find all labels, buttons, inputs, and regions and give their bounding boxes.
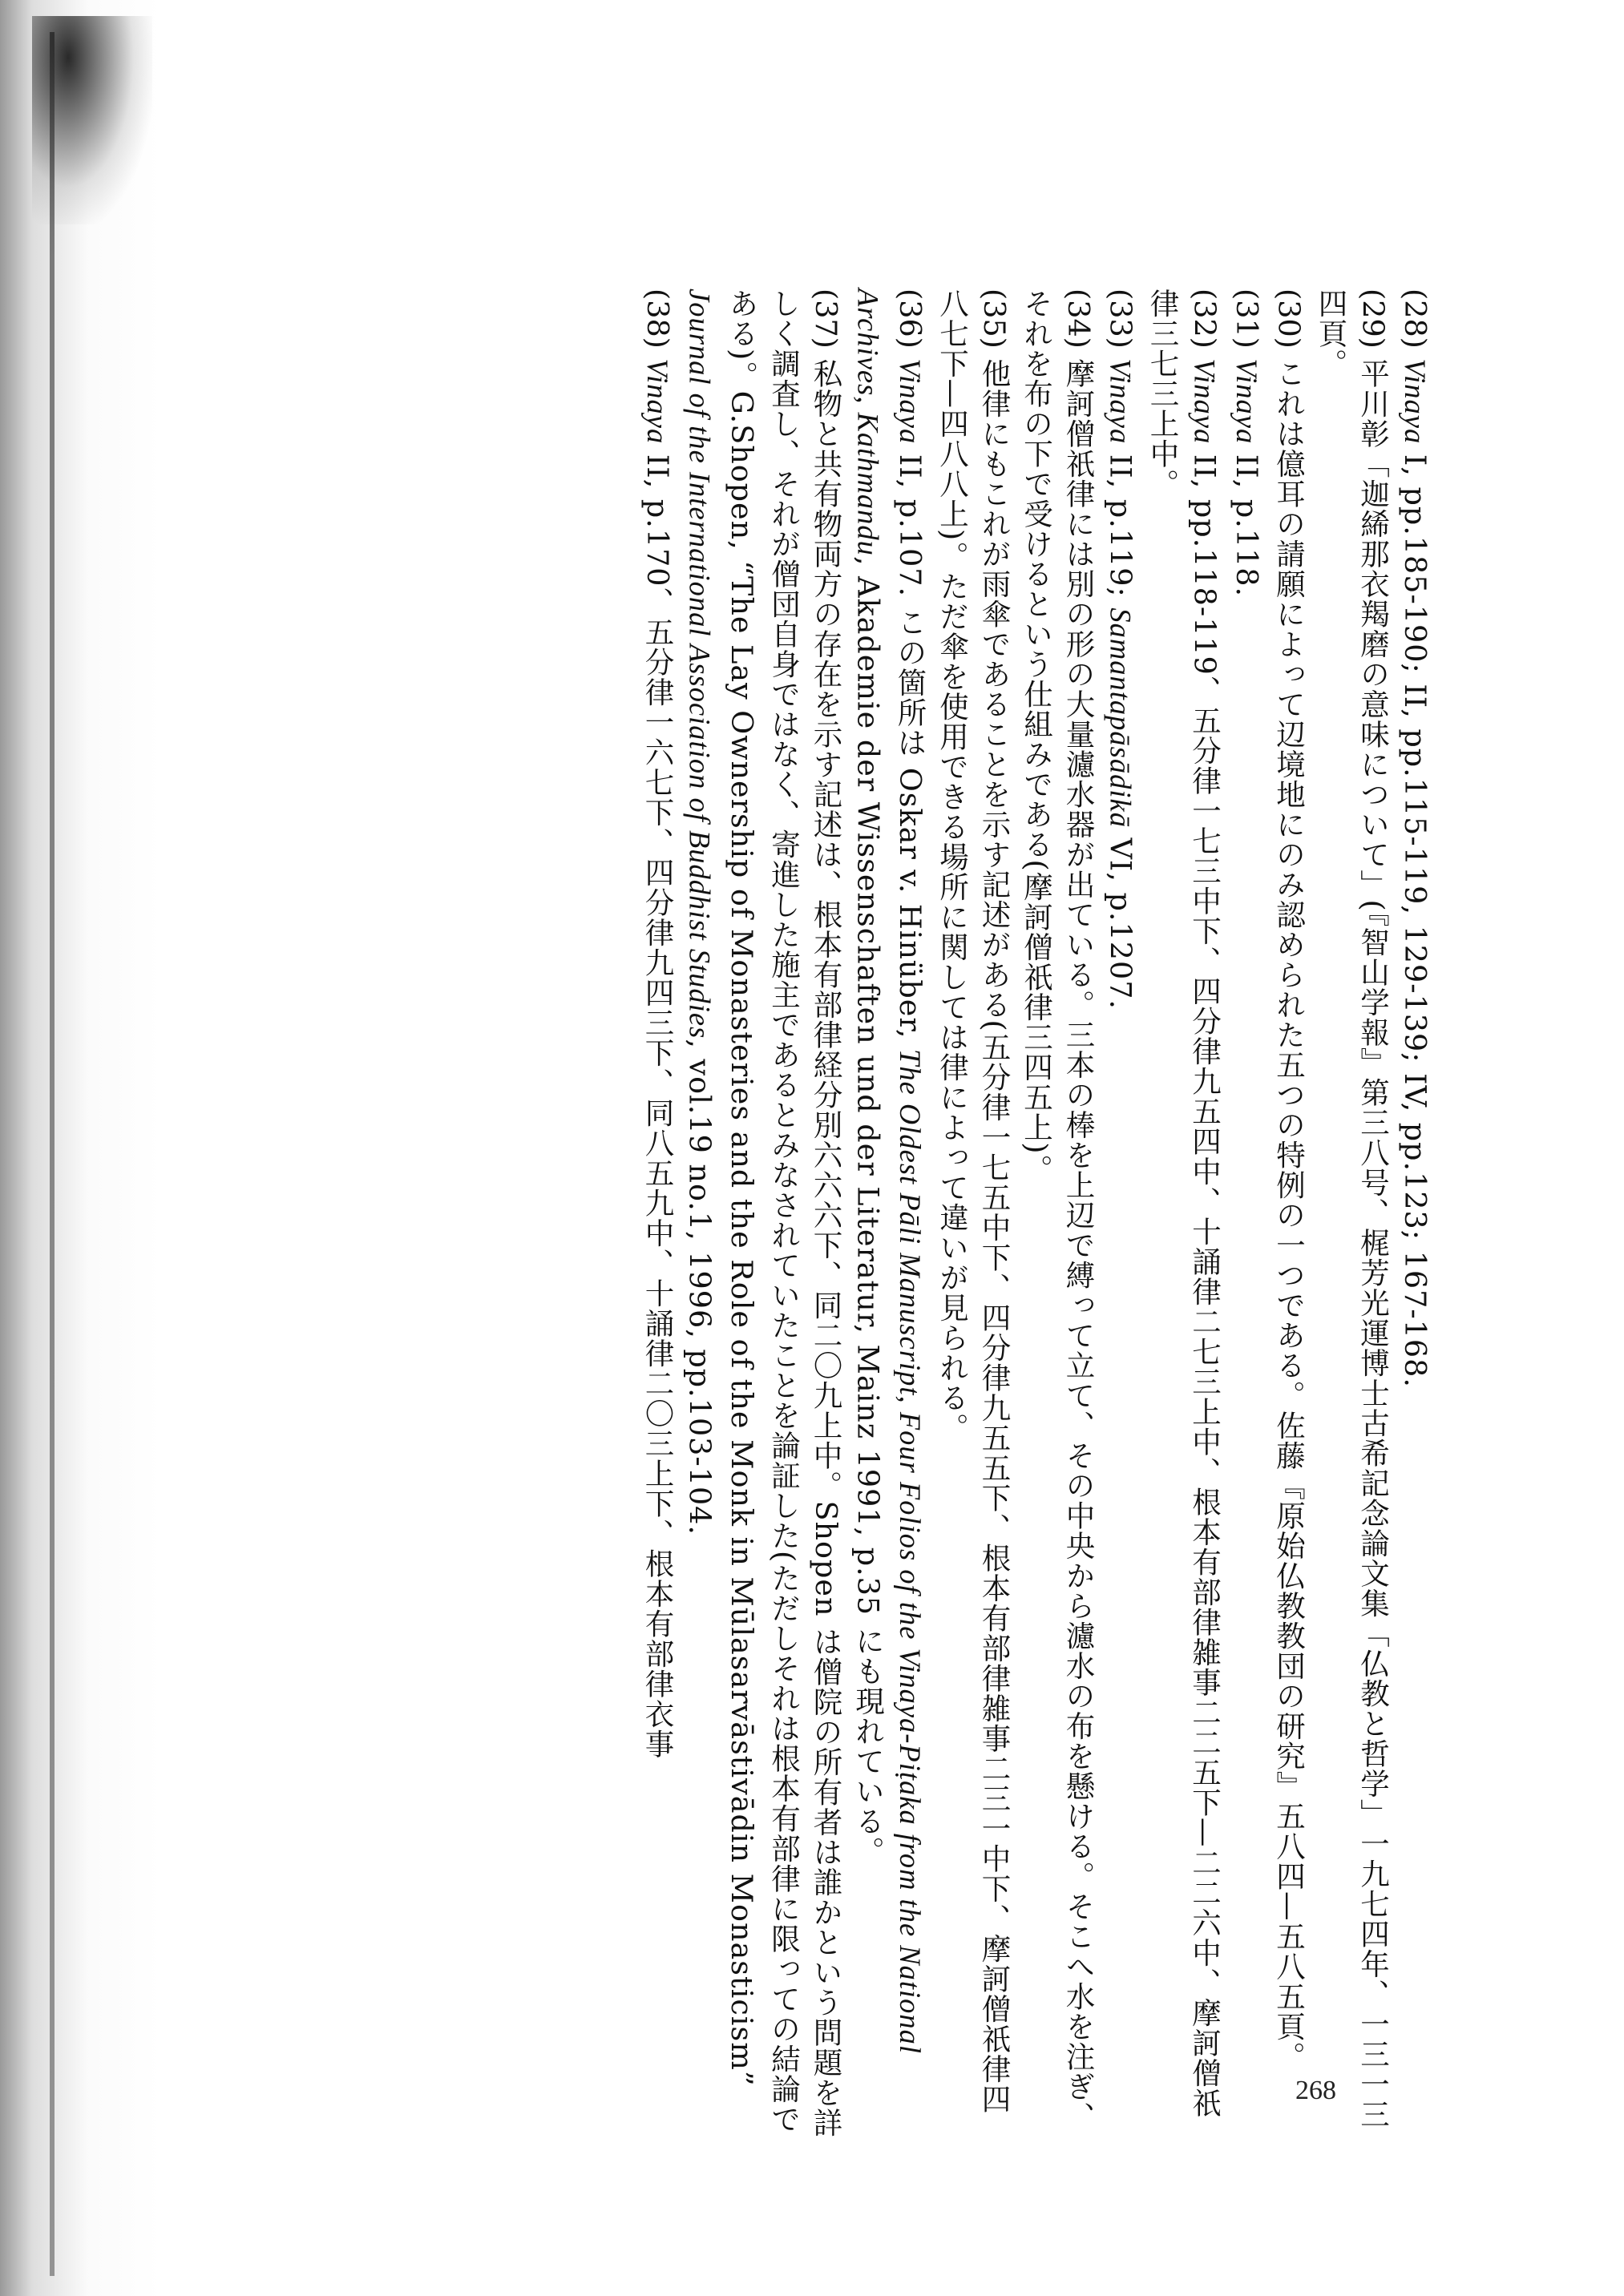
italic-title: Vinaya <box>1104 358 1137 445</box>
footnote <box>1267 289 1310 2140</box>
footnote-text: , vol.19 no.1, 1996, pp.103-104. <box>682 1039 717 1536</box>
footnote-text: これは億耳の請願によって辺境地にのみ認められた五つの特例の一つである。佐藤『原始仏教教団の研究』五八四—五八五頁。 <box>1271 348 1307 2072</box>
footnote-number: (36) <box>893 289 927 349</box>
footnote-text: 平川彰「迦絺那衣羯磨の意味について」(『智山学報』第三八号、梶芳光運博士古希記念論文集「仏教と哲学」一九七四年、一三一三四頁。 <box>1314 289 1391 2130</box>
scan-binding-line <box>50 32 55 2276</box>
footnote-text <box>1188 349 1222 359</box>
footnote <box>1141 289 1226 2140</box>
footnote-number: (34) <box>1061 289 1096 349</box>
footnote-text: VI, p.1207. <box>1103 827 1138 1011</box>
footnote-text: , Akademie der Wissenschaften und der Literatur, Mainz 1991, p.35 にも現れている。 <box>850 555 886 1866</box>
footnote-text: 私物と共有物両方の存在を示す記述は、根本有部律経分別六六六下、同二〇九上中。Shopen は僧院の所有者は誰かという問題を詳しく調査し、それが僧団自身ではなく、寄進した施主であるとみなされていたことを論証した(ただしそれは根本有部律に限っての結論である)。G.Shopen, “The Lay Ownership of Monasteries and the Role of the Monk in Mūlasarvāstivādin Monasticism” <box>725 289 843 2138</box>
page-number: 268 <box>1295 2076 1336 2105</box>
footnote-text: II, p.119; <box>1103 444 1138 608</box>
italic-title: Journal of the International Association of Buddhist Studies <box>683 289 717 1039</box>
footnote-text: II, p.118. <box>1230 444 1264 598</box>
footnote-number: (32) <box>1187 289 1222 349</box>
footnote-text: 他律にもこれが雨傘であることを示す記述がある(五分律一七五中下、四分律九五五下、根本有部律雑事二三一中下、摩訶僧祇律四八七下—四八八上)。ただ傘を使用できる場所に関しては律によって違いが見られる。 <box>935 289 1012 2114</box>
italic-title: The Oldest Pāli Manuscript, Four Folios of the Vinaya-Piṭaka from the National Archives, Kathmandu <box>851 289 927 2055</box>
footnote-number: (31) <box>1230 289 1264 349</box>
footnote <box>1015 289 1099 2140</box>
footnote <box>1099 289 1141 2140</box>
footnote-text: I, pp.185-190; II, pp.115-119, 129-139; IV, pp.123; 167-168. <box>1398 444 1432 1388</box>
footnote-number: (35) <box>977 289 1012 349</box>
footnote-text: 摩訶僧祇律には別の形の大量濾水器が出ている。三本の棒を上辺で縛って立て、その中央から濾水の布を懸ける。そこへ水を注ぎ、それを布の下で受けるという仕組みである(摩訶僧祇律三四五上)。 <box>1019 289 1096 2133</box>
footnote-text <box>1230 349 1264 359</box>
footnote-number: (28) <box>1398 289 1432 349</box>
footnote <box>1310 289 1394 2140</box>
footnote-text <box>1398 349 1432 359</box>
footnote-text <box>1104 349 1138 359</box>
footnote <box>636 289 679 2140</box>
italic-title: Vinaya <box>1188 358 1222 445</box>
footnote-text: II, pp.118-119、五分律一七三中下、四分律九五四中、十誦律二七三上中、根本有部律雑事二二五下—二二六中、摩訶僧祇律三七三上中。 <box>1145 289 1222 2118</box>
footnote-number: (37) <box>809 289 843 349</box>
footnote-number: (29) <box>1355 289 1391 349</box>
footnote <box>678 289 846 2140</box>
footnote-number: (33) <box>1103 289 1138 349</box>
footnote-text: II, p.170、五分律一六七下、四分律九四三下、同八五九中、十誦律二〇三上下、根本有部律衣事 <box>640 444 675 1760</box>
footnote-number: (38) <box>640 289 675 349</box>
footnotes-column <box>636 289 1436 2140</box>
footnote-text: II, p.107. この箇所は Oskar v. Hinüber, <box>893 444 927 1050</box>
italic-title: Vinaya <box>1230 358 1263 445</box>
footnote <box>846 289 931 2140</box>
footnote-number: (30) <box>1271 289 1307 349</box>
footnote-text <box>893 349 927 359</box>
italic-title: Samantapāsādikā <box>1104 607 1137 828</box>
footnote <box>1226 289 1268 2140</box>
footnote-text <box>640 349 675 359</box>
italic-title: Vinaya <box>894 358 927 445</box>
italic-title: Vinaya <box>1399 358 1432 445</box>
footnote <box>931 289 1015 2140</box>
italic-title: Vinaya <box>641 358 674 445</box>
footnote <box>1394 289 1436 2140</box>
scan-binding-shadow <box>0 0 160 2296</box>
